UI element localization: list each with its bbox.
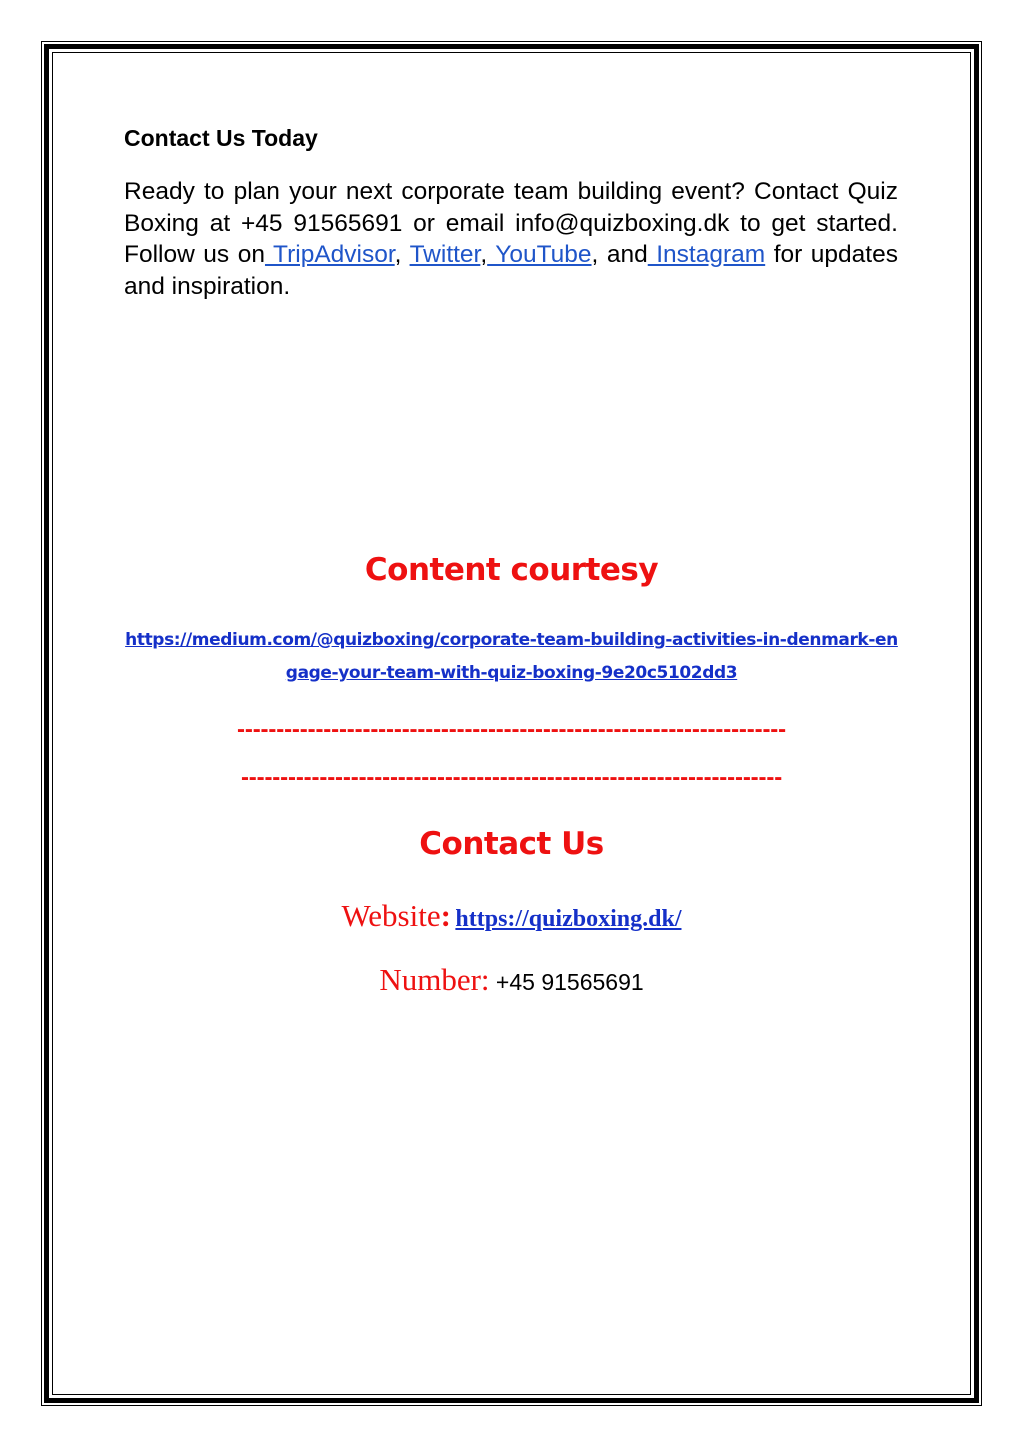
content-courtesy-title: Content courtesy <box>364 552 659 588</box>
website-row <box>0 898 1023 934</box>
website-link[interactable]: https://quizboxing.dk/ <box>455 906 682 932</box>
phone-label: Number: <box>379 962 490 997</box>
separator-text: , <box>480 241 488 268</box>
contact-us-title: Contact Us <box>419 826 604 862</box>
contact-today-heading: Contact Us Today <box>124 125 318 151</box>
twitter-link[interactable]: Twitter <box>409 241 481 268</box>
instagram-link[interactable]: Instagram <box>647 241 766 268</box>
website-colon: : <box>440 898 451 933</box>
phone-number: +45 91565691 <box>489 969 644 995</box>
divider-line: ---------------------------------------------------------------------- <box>237 716 786 743</box>
divider-line: --------------------------------------------------------------------- <box>240 764 783 791</box>
website-label: Website <box>341 898 441 933</box>
separator-text: , and <box>591 241 648 268</box>
closing-text: for updates and inspiration. <box>124 241 898 300</box>
contact-today-paragraph <box>124 176 898 302</box>
intro-text: Ready to plan your next corporate team building event? Contact Quiz Boxing at +45 91565691 or email info@quizboxing.dk to get started. Follow us on <box>124 178 898 268</box>
separator-text: , <box>394 241 410 268</box>
phone-row <box>0 962 1023 998</box>
source-article-link[interactable]: https://medium.com/@quizboxing/corporate-team-building-activities-in-denmark-engage-your-team-with-quiz-boxing-9e20c5102dd3 <box>125 630 898 683</box>
youtube-link[interactable]: YouTube <box>487 241 592 268</box>
tripadvisor-link[interactable]: TripAdvisor <box>264 241 395 268</box>
